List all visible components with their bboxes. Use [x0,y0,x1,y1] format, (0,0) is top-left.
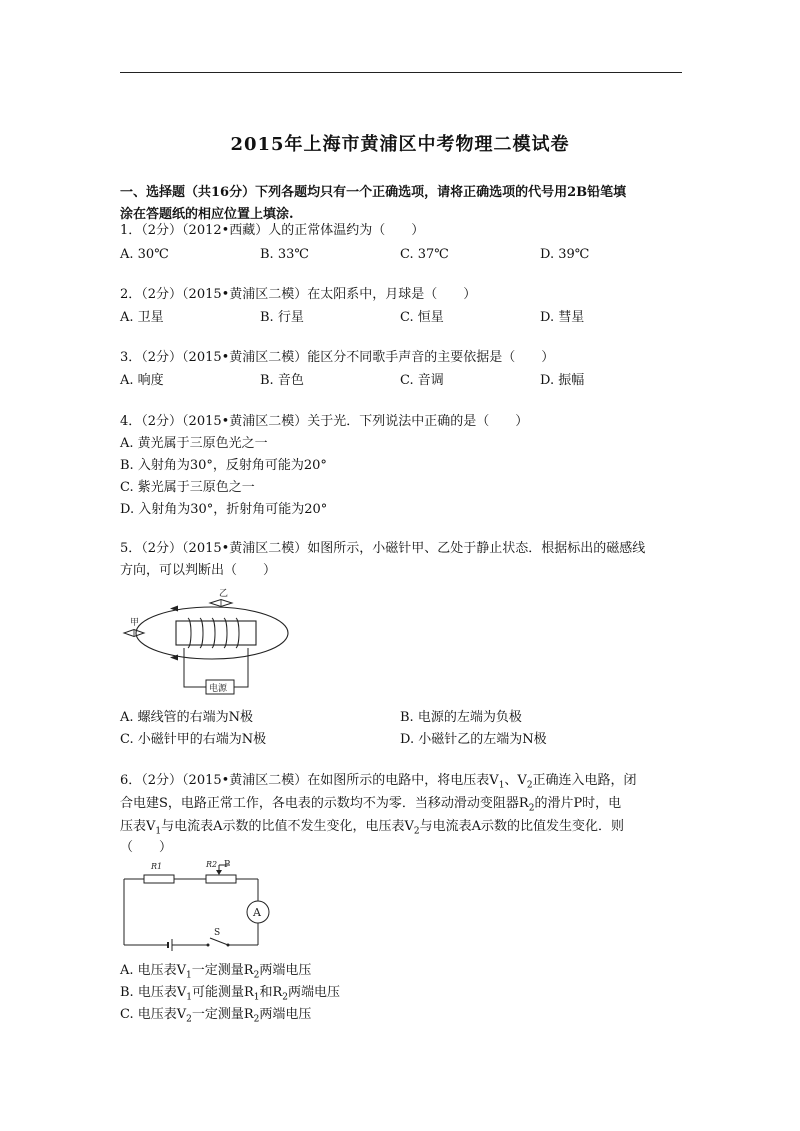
q5-option-d: D. 小磁针乙的左端为N极 [400,732,547,747]
label-p: P [224,860,231,870]
label-jia: 甲 [130,618,140,628]
q4-option-d: D. 入射角为30°，折射角可能为20° [120,502,328,517]
q6-stem-line-1: 6．（2分）（2015•黄浦区二模）在如图所示的电路中，将电压表$V_1$、$V_2$正确连入电路，闭 [120,773,637,791]
q4-option-b: B. 入射角为30°，反射角可能为20° [120,458,327,473]
q2-option-b: B. 行星 [260,310,304,325]
q5-option-c: C. 小磁针甲的右端为N极 [120,732,267,747]
q6-option-a: A. 电压表$V_1$一定测量$R_2$两端电压 [120,963,312,981]
q4-option-c: C. 紫光属于三原色之一 [120,480,255,495]
label-yi: 乙 [219,589,229,599]
section-heading-line-2: 涂在答题纸的相应位置上填涂. [120,207,294,222]
q5-options-row-1 [120,709,680,727]
lead-right [234,648,248,687]
solenoid-core [176,621,256,645]
q1-option-a: A. 30℃ [120,247,169,262]
q3-option-b: B. 音色 [260,373,304,388]
q6-stem-line-2: 合电建S，电路正常工作，各电表的示数均不为零．当移动滑动变阻器$R_2$的滑片P时，电 [120,796,622,814]
q6-option-c: C. 电压表$V_2$一定测量$R_2$两端电压 [120,1007,312,1025]
section-heading-line-1: 一、选择题（共16分）下列各题均只有一个正确选项，请将正确选项的代号用2B铅笔填 [120,185,627,200]
ammeter-label: A [253,906,261,919]
q4-stem: 4．（2分）（2015•黄浦区二模）关于光．下列说法中正确的是（ ） [120,414,529,429]
q6-option-b: B. 电压表$V_1$可能测量$R_1$和$R_2$两端电压 [120,985,341,1003]
label-s: S [214,928,221,938]
q5-stem-line-2: 方向，可以判断出（ ） [120,563,277,578]
q3-option-c: C. 音调 [400,373,444,388]
compass-yi-icon [210,600,232,607]
resistor-r1 [144,875,174,883]
q3-option-d: D. 振幅 [540,373,585,388]
q6-stem-line-4: （ ） [120,840,173,855]
q1-option-b: B. 33℃ [260,247,309,262]
q6-circuit-figure [118,855,278,955]
q1-stem: 1．（2分）（2012•西藏）人的正常体温约为（ ） [120,223,425,238]
q5-option-b: B. 电源的左端为负极 [400,710,522,725]
q5-option-a: A. 螺线管的右端为N极 [120,710,254,725]
q2-option-d: D. 彗星 [540,310,585,325]
section-heading [120,182,690,226]
q3-stem: 3．（2分）（2015•黄浦区二模）能区分不同歌手声音的主要依据是（ ） [120,350,555,365]
q5-options-row-2 [120,731,680,749]
q3-option-a: A. 响度 [120,373,164,388]
compass-jia-icon [124,630,144,637]
q1-option-c: C. 37℃ [400,247,449,262]
lead-left [184,648,206,687]
rheostat-r2 [206,875,236,883]
q3-options [120,372,680,390]
battery-icon [168,939,172,951]
q5-stem-line-1: 5．（2分）（2015•黄浦区二模）如图所示，小磁针甲、乙处于静止状态．根据标出的磁感线 [120,541,646,556]
switch-s [210,938,228,945]
page-title: 2015年上海市黄浦区中考物理二模试卷 [230,134,570,155]
power-supply-label: 电源 [209,684,228,694]
q1-options [120,246,680,264]
q6-stem-line-3: 压表$V_1$与电流表A示数的比值不发生变化，电压表$V_2$与电流表A示数的比值发生变化．则 [120,819,625,837]
slider-arrow-icon [216,870,222,875]
q2-stem: 2．（2分）（2015•黄浦区二模）在太阳系中，月球是（ ） [120,287,477,302]
q1-option-d: D. 39℃ [540,247,590,262]
label-r2: R2 [206,860,218,869]
q2-option-c: C. 恒星 [400,310,444,325]
top-rule [120,72,682,73]
q5-solenoid-figure [118,585,298,703]
q2-options [120,309,680,327]
q2-option-a: A. 卫星 [120,310,164,325]
label-r1: R1 [151,862,163,871]
q4-option-a: A. 黄光属于三原色光之一 [120,436,268,451]
